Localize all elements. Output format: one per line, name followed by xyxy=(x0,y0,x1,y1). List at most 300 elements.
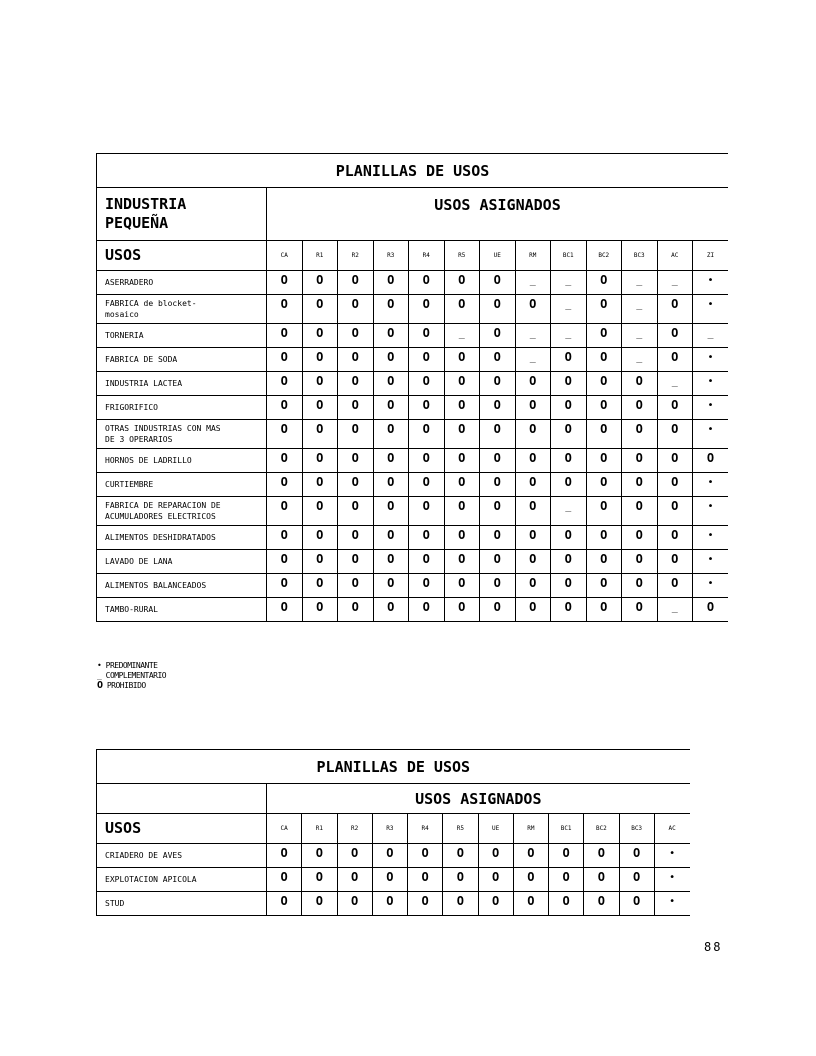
prohibited-symbol xyxy=(409,497,445,526)
symbol-value: O xyxy=(351,398,359,412)
prohibited-symbol xyxy=(657,295,693,324)
symbol-value: O xyxy=(456,846,464,860)
symbol-value: O xyxy=(600,451,608,465)
symbol-value: O xyxy=(280,576,288,590)
symbol-value: O xyxy=(422,499,430,513)
category-label: INDUSTRIA PEQUEÑA xyxy=(97,188,267,241)
prohibited-symbol xyxy=(409,295,445,324)
prohibited-symbol xyxy=(657,473,693,497)
symbol-value: O xyxy=(529,499,537,513)
symbol-value: O xyxy=(671,528,679,542)
symbol-value: O xyxy=(492,870,500,884)
symbol-value: O xyxy=(316,576,324,590)
symbol-value: O xyxy=(458,398,466,412)
symbol-value: O xyxy=(597,870,605,884)
prohibited-symbol xyxy=(622,497,658,526)
prohibited-symbol xyxy=(373,497,409,526)
symbol-value: O xyxy=(351,600,359,614)
prohibited-symbol xyxy=(622,598,658,622)
symbol-value: O xyxy=(635,576,643,590)
usos-label: USOS xyxy=(97,814,267,844)
prohibited-symbol xyxy=(549,892,584,916)
prohibited-symbol xyxy=(444,497,480,526)
prohibited-symbol xyxy=(478,868,513,892)
table-row xyxy=(97,271,729,295)
column-header: UE xyxy=(478,814,513,844)
legend-item xyxy=(97,661,166,671)
symbol-value: O xyxy=(316,600,324,614)
symbol-value: O xyxy=(564,422,572,436)
prohibited-symbol xyxy=(513,868,548,892)
prohibited-symbol xyxy=(302,574,338,598)
prohibited-symbol xyxy=(444,348,480,372)
prohibited-symbol xyxy=(408,844,443,868)
prohibited-symbol xyxy=(515,550,551,574)
legend-item xyxy=(97,681,166,691)
prohibited-symbol xyxy=(267,574,303,598)
symbol-value: O xyxy=(316,475,324,489)
symbol-value: O xyxy=(562,870,570,884)
prohibited-symbol xyxy=(622,396,658,420)
symbol-value: O xyxy=(280,374,288,388)
symbol-value: O xyxy=(564,552,572,566)
blank-header-cell xyxy=(97,784,267,814)
predominant-symbol xyxy=(693,396,729,420)
prohibited-symbol xyxy=(408,892,443,916)
prohibited-symbol xyxy=(372,868,407,892)
prohibited-symbol xyxy=(373,550,409,574)
prohibited-symbol xyxy=(373,526,409,550)
symbol-value: O xyxy=(351,326,359,340)
prohibited-symbol xyxy=(586,420,622,449)
prohibited-symbol xyxy=(515,526,551,550)
prohibited-symbol xyxy=(267,372,303,396)
prohibited-symbol xyxy=(480,550,516,574)
symbol-value: O xyxy=(671,451,679,465)
symbol-value: O xyxy=(671,552,679,566)
symbol-value: O xyxy=(600,297,608,311)
complementary-symbol xyxy=(622,324,658,348)
prohibited-symbol xyxy=(373,324,409,348)
symbol-value: O xyxy=(529,451,537,465)
prohibited-symbol xyxy=(584,892,619,916)
prohibited-symbol xyxy=(551,574,587,598)
prohibited-symbol xyxy=(373,372,409,396)
symbol-value: O xyxy=(493,374,501,388)
prohibited-symbol xyxy=(409,271,445,295)
prohibited-symbol xyxy=(302,295,338,324)
prohibited-symbol xyxy=(619,844,654,868)
prohibited-symbol xyxy=(657,324,693,348)
prohibited-symbol xyxy=(551,598,587,622)
complementary-symbol xyxy=(515,324,551,348)
prohibited-symbol xyxy=(480,598,516,622)
symbol-value: O xyxy=(280,870,288,884)
prohibited-symbol xyxy=(515,473,551,497)
symbol-value: O xyxy=(529,398,537,412)
prohibited-symbol xyxy=(338,420,374,449)
symbol-value: • xyxy=(707,352,714,363)
symbol-value: O xyxy=(635,451,643,465)
symbol-value: O xyxy=(351,870,359,884)
prohibited-symbol xyxy=(373,396,409,420)
table-row xyxy=(97,473,729,497)
symbol-value: O xyxy=(351,475,359,489)
column-header: UE xyxy=(480,241,516,271)
prohibited-symbol xyxy=(338,449,374,473)
symbol-value: O xyxy=(280,451,288,465)
assigned-uses-header: USOS ASIGNADOS xyxy=(267,784,690,814)
symbol-value: O xyxy=(564,528,572,542)
legend-label: PREDOMINANTE xyxy=(105,661,158,670)
prohibited-symbol xyxy=(302,420,338,449)
prohibited-symbol xyxy=(478,844,513,868)
symbol-value: O xyxy=(422,297,430,311)
symbol-value: O xyxy=(564,600,572,614)
prohibited-symbol xyxy=(302,372,338,396)
symbol-value: O xyxy=(316,499,324,513)
prohibited-symbol xyxy=(480,348,516,372)
symbol-value: O xyxy=(671,499,679,513)
prohibited-symbol xyxy=(551,372,587,396)
symbol-value: O xyxy=(387,600,395,614)
prohibited-symbol xyxy=(657,526,693,550)
column-header: BC3 xyxy=(622,241,658,271)
symbol-value: O xyxy=(529,552,537,566)
table-row xyxy=(97,324,729,348)
prohibited-symbol xyxy=(267,271,303,295)
symbol-value: O xyxy=(315,894,323,908)
complementary-symbol xyxy=(515,271,551,295)
table-row xyxy=(97,348,729,372)
usos-label: USOS xyxy=(97,241,267,271)
symbol-value: O xyxy=(600,528,608,542)
column-header: R3 xyxy=(373,241,409,271)
prohibited-symbol xyxy=(444,372,480,396)
symbol-value: O xyxy=(493,499,501,513)
prohibited-symbol xyxy=(549,868,584,892)
prohibited-symbol xyxy=(586,295,622,324)
symbol-value: O xyxy=(564,576,572,590)
prohibited-symbol xyxy=(373,473,409,497)
symbol-value: O xyxy=(316,398,324,412)
prohibited-symbol xyxy=(302,271,338,295)
symbol-value: • xyxy=(707,400,714,411)
prohibited-symbol xyxy=(549,844,584,868)
prohibited-symbol xyxy=(515,295,551,324)
prohibited-symbol xyxy=(586,396,622,420)
symbol-value: O xyxy=(316,297,324,311)
prohibited-symbol xyxy=(267,396,303,420)
symbol-value: O xyxy=(351,350,359,364)
prohibited-symbol xyxy=(267,295,303,324)
symbol-value: O xyxy=(280,600,288,614)
prohibited-symbol xyxy=(267,473,303,497)
prohibited-symbol xyxy=(302,892,337,916)
symbol-value: O xyxy=(527,894,535,908)
symbol-value: _ xyxy=(529,328,536,339)
prohibited-symbol xyxy=(551,473,587,497)
symbol-value: O xyxy=(458,273,466,287)
prohibited-symbol xyxy=(657,574,693,598)
prohibited-symbol xyxy=(409,574,445,598)
usage-table-rural xyxy=(96,749,690,916)
prohibited-symbol xyxy=(622,372,658,396)
symbol-value: O xyxy=(280,326,288,340)
symbol-value: O xyxy=(527,846,535,860)
symbol-value: O xyxy=(422,374,430,388)
column-header: R1 xyxy=(302,241,338,271)
symbol-value: • xyxy=(707,477,714,488)
table-row xyxy=(97,396,729,420)
symbol-value: O xyxy=(458,499,466,513)
column-header: R1 xyxy=(302,814,337,844)
symbol-value: _ xyxy=(636,352,643,363)
symbol-value: O xyxy=(280,422,288,436)
symbol-value: O xyxy=(458,451,466,465)
use-name: TORNERIA xyxy=(97,324,267,348)
symbol-value: O xyxy=(351,499,359,513)
complementary-symbol xyxy=(551,295,587,324)
symbol-value: O xyxy=(387,326,395,340)
symbol-value: O xyxy=(280,894,288,908)
symbol-value: O xyxy=(671,326,679,340)
symbol-value: _ xyxy=(671,602,678,613)
symbol-value: O xyxy=(600,398,608,412)
symbol-value: O xyxy=(600,600,608,614)
table-row xyxy=(97,550,729,574)
symbol-value: O xyxy=(351,374,359,388)
prohibited-symbol xyxy=(444,271,480,295)
symbol-value: O xyxy=(529,297,537,311)
complementary-symbol xyxy=(622,271,658,295)
prohibited-symbol xyxy=(513,844,548,868)
symbol-value: O xyxy=(600,374,608,388)
prohibited-symbol xyxy=(444,449,480,473)
prohibited-symbol xyxy=(267,550,303,574)
complementary-symbol xyxy=(693,324,729,348)
symbol-value: O xyxy=(671,398,679,412)
symbol-value: O xyxy=(280,398,288,412)
prohibited-symbol xyxy=(373,574,409,598)
symbol-value: O xyxy=(422,350,430,364)
table-row xyxy=(97,449,729,473)
symbol-value: O xyxy=(422,600,430,614)
prohibited-symbol xyxy=(657,396,693,420)
prohibited-symbol xyxy=(622,420,658,449)
symbol-value: O xyxy=(280,528,288,542)
symbol-value: O xyxy=(597,894,605,908)
prohibited-symbol xyxy=(480,574,516,598)
prohibited-symbol xyxy=(338,271,374,295)
use-name: ASERRADERO xyxy=(97,271,267,295)
symbol-value: O xyxy=(351,422,359,436)
prohibited-symbol xyxy=(338,324,374,348)
symbol-value: O xyxy=(564,475,572,489)
symbol-value: O xyxy=(529,374,537,388)
symbol-value: _ xyxy=(529,352,536,363)
complementary-symbol xyxy=(657,372,693,396)
prohibited-symbol xyxy=(480,295,516,324)
prohibited-symbol xyxy=(444,295,480,324)
symbol-value: O xyxy=(635,398,643,412)
prohibited-symbol xyxy=(657,497,693,526)
predominant-symbol xyxy=(693,574,729,598)
page-number: 88 xyxy=(704,940,723,954)
symbol-value: O xyxy=(351,297,359,311)
prohibited-symbol xyxy=(586,526,622,550)
symbol-value: O xyxy=(527,870,535,884)
use-name: FABRICA de blocket- mosaico xyxy=(97,295,267,324)
prohibited-symbol xyxy=(586,324,622,348)
symbol-value: O xyxy=(458,422,466,436)
column-header: AC xyxy=(654,814,689,844)
symbol-value: O xyxy=(458,552,466,566)
prohibited-symbol xyxy=(622,473,658,497)
prohibited-symbol xyxy=(584,868,619,892)
symbol-value: _ xyxy=(636,299,643,310)
symbol-value: _ xyxy=(565,501,572,512)
column-header: ZI xyxy=(693,241,729,271)
table-row xyxy=(97,892,690,916)
symbol-value: O xyxy=(493,422,501,436)
use-name: INDUSTRIA LACTEA xyxy=(97,372,267,396)
symbol-value: O xyxy=(351,528,359,542)
table-row xyxy=(97,868,690,892)
complementary-symbol xyxy=(551,497,587,526)
complementary-symbol xyxy=(551,271,587,295)
prohibited-symbol xyxy=(480,497,516,526)
symbol-value: O xyxy=(456,870,464,884)
complementary-symbol xyxy=(444,324,480,348)
prohibited-symbol xyxy=(302,348,338,372)
symbol-value: O xyxy=(280,499,288,513)
symbol-value: O xyxy=(635,475,643,489)
symbol-value: O xyxy=(493,451,501,465)
use-name: OTRAS INDUSTRIAS CON MAS DE 3 OPERARIOS xyxy=(97,420,267,449)
symbol-value: O xyxy=(315,846,323,860)
prohibited-symbol xyxy=(480,396,516,420)
prohibited-symbol xyxy=(586,372,622,396)
prohibited-symbol xyxy=(515,420,551,449)
predominant-symbol xyxy=(693,271,729,295)
symbol-value: O xyxy=(600,499,608,513)
complementary-symbol xyxy=(657,271,693,295)
symbol-value: O xyxy=(635,499,643,513)
symbol-value: O xyxy=(458,297,466,311)
prohibited-symbol xyxy=(480,271,516,295)
prohibited-symbol xyxy=(373,271,409,295)
prohibited-symbol xyxy=(409,396,445,420)
symbol-value: O xyxy=(387,422,395,436)
symbol-value: O xyxy=(316,552,324,566)
prohibited-symbol xyxy=(480,420,516,449)
symbol-value: O xyxy=(422,273,430,287)
symbol-value: O xyxy=(351,552,359,566)
symbol-value: O xyxy=(422,451,430,465)
legend xyxy=(97,661,166,691)
prohibited-symbol xyxy=(338,550,374,574)
table-row xyxy=(97,372,729,396)
prohibited-symbol xyxy=(443,892,478,916)
table-row xyxy=(97,420,729,449)
predominant-symbol xyxy=(654,868,689,892)
symbol-value: O xyxy=(600,576,608,590)
symbol-value: O xyxy=(386,894,394,908)
prohibited-symbol xyxy=(480,526,516,550)
prohibited-symbol xyxy=(444,473,480,497)
symbol-value: O xyxy=(633,870,641,884)
predominant-symbol xyxy=(693,526,729,550)
symbol-value: O xyxy=(633,894,641,908)
prohibited-symbol xyxy=(337,892,372,916)
prohibited-symbol xyxy=(515,574,551,598)
prohibited-symbol xyxy=(267,420,303,449)
prohibited-symbol xyxy=(302,598,338,622)
legend-symbol: O xyxy=(97,680,103,691)
prohibited-symbol xyxy=(338,574,374,598)
prohibited-symbol xyxy=(657,420,693,449)
prohibited-symbol xyxy=(372,844,407,868)
prohibited-symbol xyxy=(373,295,409,324)
legend-item xyxy=(97,671,166,681)
symbol-value: O xyxy=(564,374,572,388)
prohibited-symbol xyxy=(302,497,338,526)
symbol-value: _ xyxy=(458,328,465,339)
prohibited-symbol xyxy=(515,598,551,622)
prohibited-symbol xyxy=(409,526,445,550)
column-header: BC2 xyxy=(586,241,622,271)
symbol-value: O xyxy=(562,894,570,908)
symbol-value: O xyxy=(706,451,715,465)
prohibited-symbol xyxy=(338,497,374,526)
column-header: BC1 xyxy=(551,241,587,271)
column-header: RM xyxy=(515,241,551,271)
symbol-value: O xyxy=(280,350,288,364)
column-header: R4 xyxy=(409,241,445,271)
symbol-value: O xyxy=(529,576,537,590)
prohibited-symbol xyxy=(693,449,729,473)
prohibited-symbol xyxy=(657,348,693,372)
prohibited-symbol xyxy=(551,550,587,574)
prohibited-symbol xyxy=(480,473,516,497)
prohibited-symbol xyxy=(302,473,338,497)
predominant-symbol xyxy=(693,372,729,396)
symbol-value: O xyxy=(351,451,359,465)
prohibited-symbol xyxy=(267,892,302,916)
use-name: EXPLOTACION APICOLA xyxy=(97,868,267,892)
column-header: R5 xyxy=(444,241,480,271)
symbol-value: • xyxy=(669,848,676,859)
prohibited-symbol xyxy=(619,868,654,892)
predominant-symbol xyxy=(693,550,729,574)
prohibited-symbol xyxy=(444,526,480,550)
prohibited-symbol xyxy=(302,868,337,892)
complementary-symbol xyxy=(515,348,551,372)
symbol-value: _ xyxy=(636,328,643,339)
symbol-value: O xyxy=(493,528,501,542)
symbol-value: O xyxy=(706,600,715,614)
use-name: FRIGORIFICO xyxy=(97,396,267,420)
table-row xyxy=(97,574,729,598)
prohibited-symbol xyxy=(302,449,338,473)
prohibited-symbol xyxy=(586,348,622,372)
predominant-symbol xyxy=(654,844,689,868)
prohibited-symbol xyxy=(267,526,303,550)
symbol-value: O xyxy=(422,326,430,340)
symbol-value: O xyxy=(493,475,501,489)
predominant-symbol xyxy=(693,497,729,526)
